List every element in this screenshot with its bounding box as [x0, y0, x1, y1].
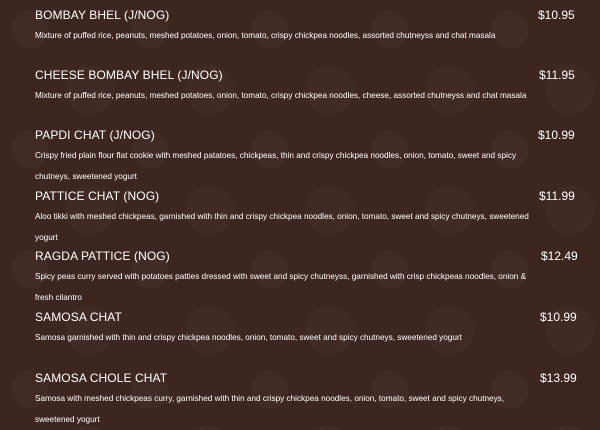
item-name: CHEESE BOMBAY BHEL (J/NOG): [35, 68, 223, 82]
item-price: $12.49: [541, 249, 578, 263]
item-price: $10.99: [538, 128, 575, 142]
item-price: $10.99: [540, 310, 577, 324]
item-price: $11.95: [539, 68, 575, 82]
item-price: $11.99: [539, 189, 575, 203]
item-name: BOMBAY BHEL (J/NOG): [35, 8, 170, 22]
item-name: RAGDA PATTICE (NOG): [35, 249, 170, 263]
item-description: Crispy fried plain flour flat cookie with meshed patatoes, chickpeas, thin and crispy chickpea noodles, onion, tomato, sweet and spicy chutneys, sweetened yogurt: [35, 151, 517, 181]
item-description: Mixture of puffed rice, peanuts, meshed potatoes, onion, tomato, crispy chickpea noodles, assorted chutneyss and chat masala: [35, 31, 496, 40]
item-description: Aloo tikki with meshed chickpeas, garnished with thin and crispy chickpea noodles, onion, tomato, sweet and spicy chutneys, sweetened yogurt: [35, 212, 529, 242]
item-name: SAMOSA CHOLE CHAT: [35, 371, 168, 385]
item-price: $10.95: [538, 8, 575, 22]
item-name: PATTICE CHAT (NOG): [35, 189, 160, 203]
item-name: PAPDI CHAT (J/NOG): [35, 128, 155, 142]
item-price: $13.99: [540, 371, 577, 385]
item-description: Mixture of puffed rice, peanuts, meshed potatoes, onion, tomato, crispy chickpea noodles, cheese, assorted chutneyss and chat masala: [35, 91, 527, 100]
item-description: Spicy peas curry served with potatoes patties dressed with sweet and spicy chutneyss, garnished with crisp chickpeas noodles, onion & fresh cilantro: [35, 272, 527, 302]
item-name: SAMOSA CHAT: [35, 310, 122, 324]
item-description: Samosa garnished with thin and crispy chickpea noodles, onion, tomato, sweet and spicy chutneys, sweetened yogurt: [35, 333, 462, 342]
item-description: Samosa with meshed chickpeas curry, garnished with thin and crispy chickpea noodles, onion, tomato, sweet and spicy chutneys, sweetened yogurt: [35, 394, 505, 424]
